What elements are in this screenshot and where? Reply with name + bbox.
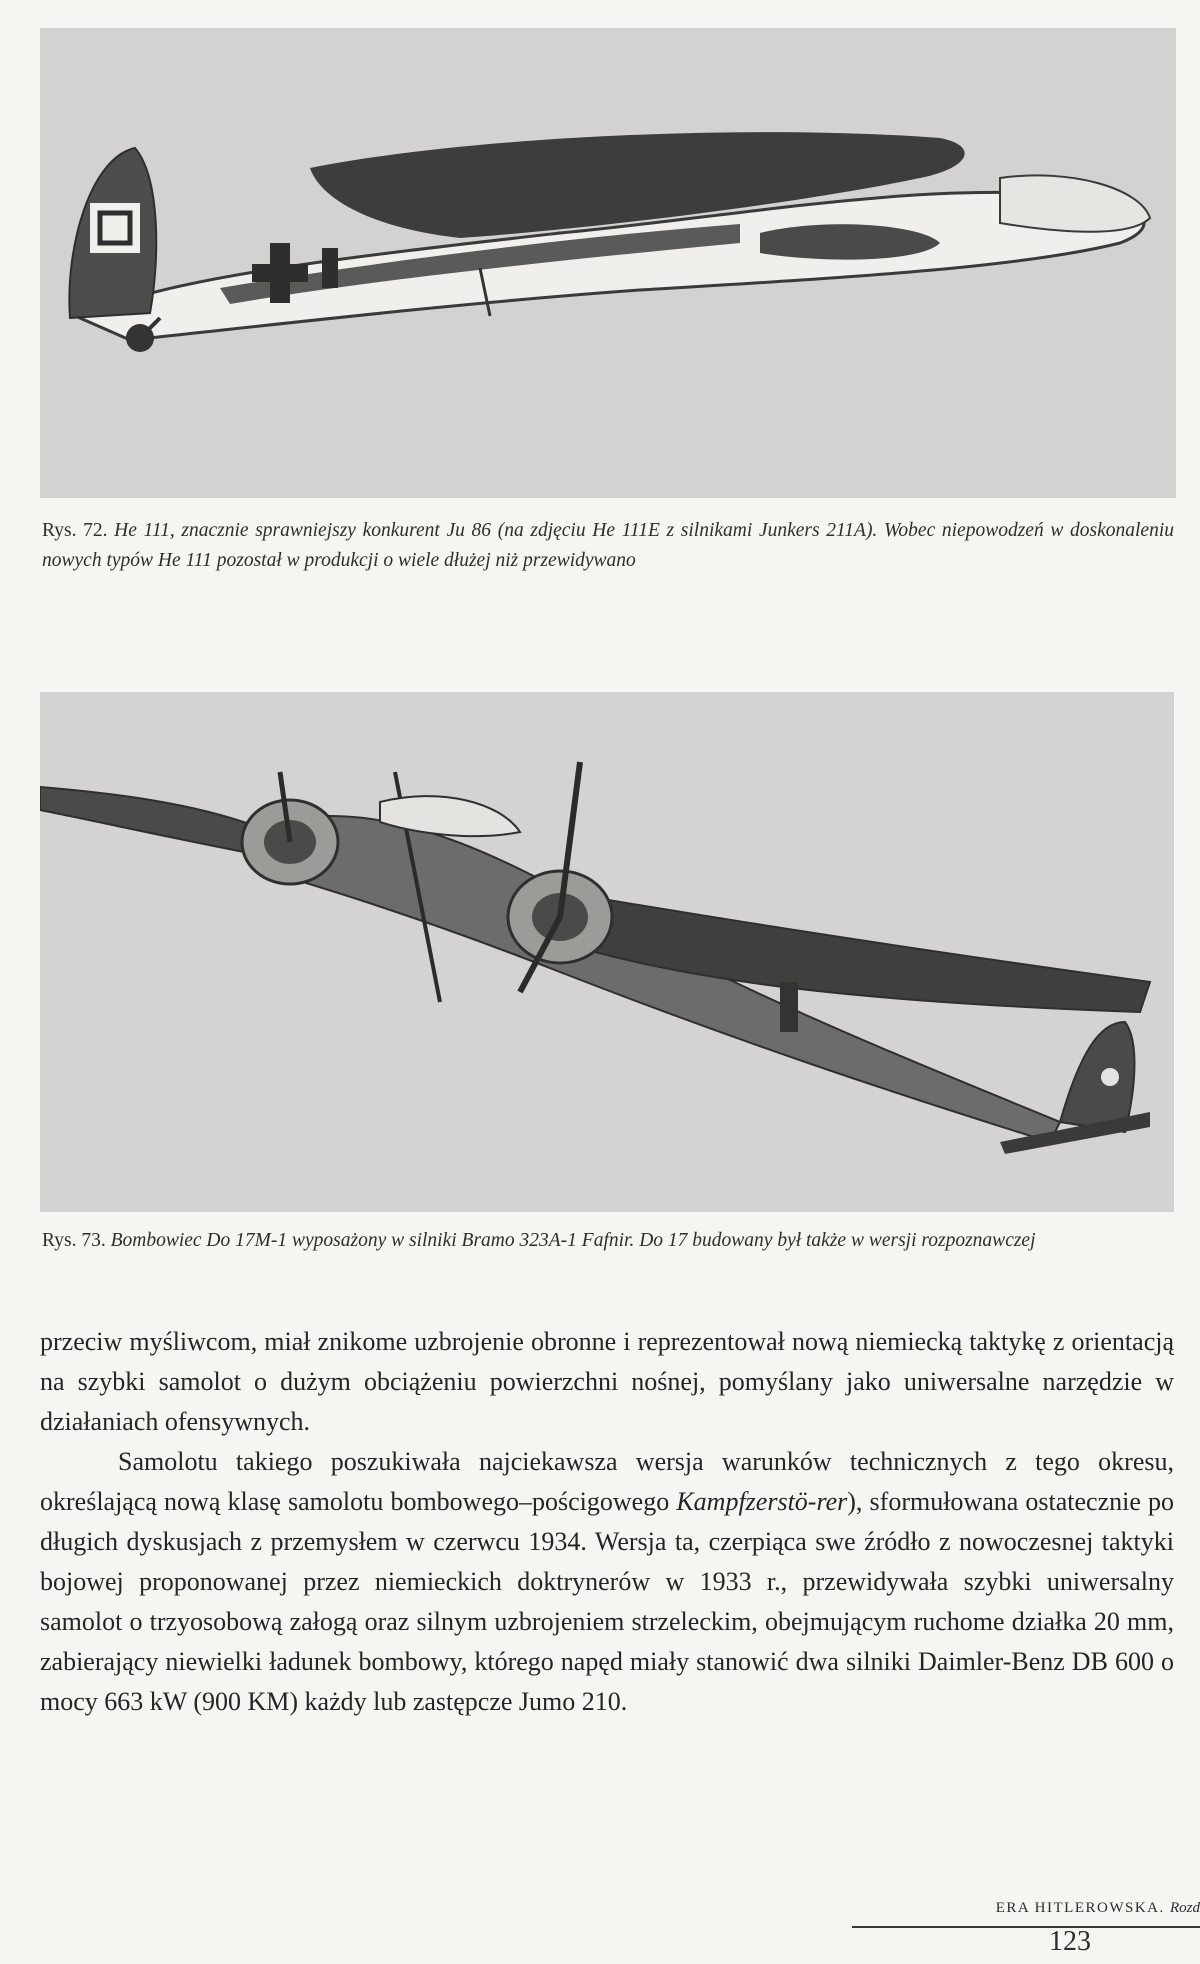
running-head-title: ERA HITLEROWSKA. — [995, 1900, 1165, 1916]
figure-caption-text: He 111, znacznie sprawniejszy konkurent Ju 86 (na zdjęciu He 111E z silnikami Junkers 211A). Wobec niepowodzeń w doskonaleniu nowych typów He 111 pozostał w produkcji o wiele dłużej niż przewidywano — [42, 520, 1174, 571]
paragraph — [40, 1442, 1174, 1722]
he-111-aircraft-illustration — [40, 28, 1176, 498]
figure-caption-text: Bombowiec Do 17M-1 wyposażony w silniki Bramo 323A-1 Fafnir. Do 17 budowany był także w wersji rozpoznawczej — [110, 1230, 1036, 1251]
photo-do-17 — [40, 692, 1174, 1212]
figure-caption-73 — [42, 1226, 1174, 1256]
paragraph: przeciw myśliwcom, miał znikome uzbrojenie obronne i reprezentował nową niemiecką taktykę z orientacją na szybki samolot o dużym obciążeniu powierzchni nośnej, pomyślany jako uniwersalne narzędzie w działaniach ofensywnych. — [40, 1327, 1174, 1436]
paragraph-text: Samolotu takiego poszukiwała najciekawsza wersja warunków technicznych z tego okresu, określającą nową klasę samolotu bombowego–pościgowego — [40, 1447, 1174, 1516]
figure-caption-72 — [42, 516, 1174, 576]
figure-label: Rys. 73. — [42, 1230, 106, 1251]
running-head — [840, 1900, 1200, 1917]
body-text — [40, 1322, 1174, 1722]
paragraph-text: ), sformułowana ostatecznie po długich dyskusjach z przemysłem w czerwcu 1934. Wersja ta, czerpiąca swe źródło z nowoczesnej taktyki bojowej proponowanej przez niemieckich doktrynerów w 1933 r., przewidywała szybki uniwersalny samolot o trzyosobową załogą oraz silnym uzbrojeniem strzeleckim, obejmującym ruchome działka 20 mm, zabierający niewielki ładunek bombowy, którego napęd miały stanowić dwa silniki Daimler-Benz DB 600 o mocy 663 kW (900 KM) każdy lub zastępcze Jumo 210. — [40, 1487, 1175, 1716]
running-head-chapter: Rozd — [1170, 1900, 1200, 1916]
photo-he-111 — [40, 28, 1176, 498]
page-number: 123 — [1049, 1926, 1091, 1957]
figure-label: Rys. 72. — [42, 520, 108, 541]
do-17-aircraft-illustration — [40, 692, 1174, 1212]
italic-term: Kampfzerstö-rer — [676, 1487, 848, 1516]
